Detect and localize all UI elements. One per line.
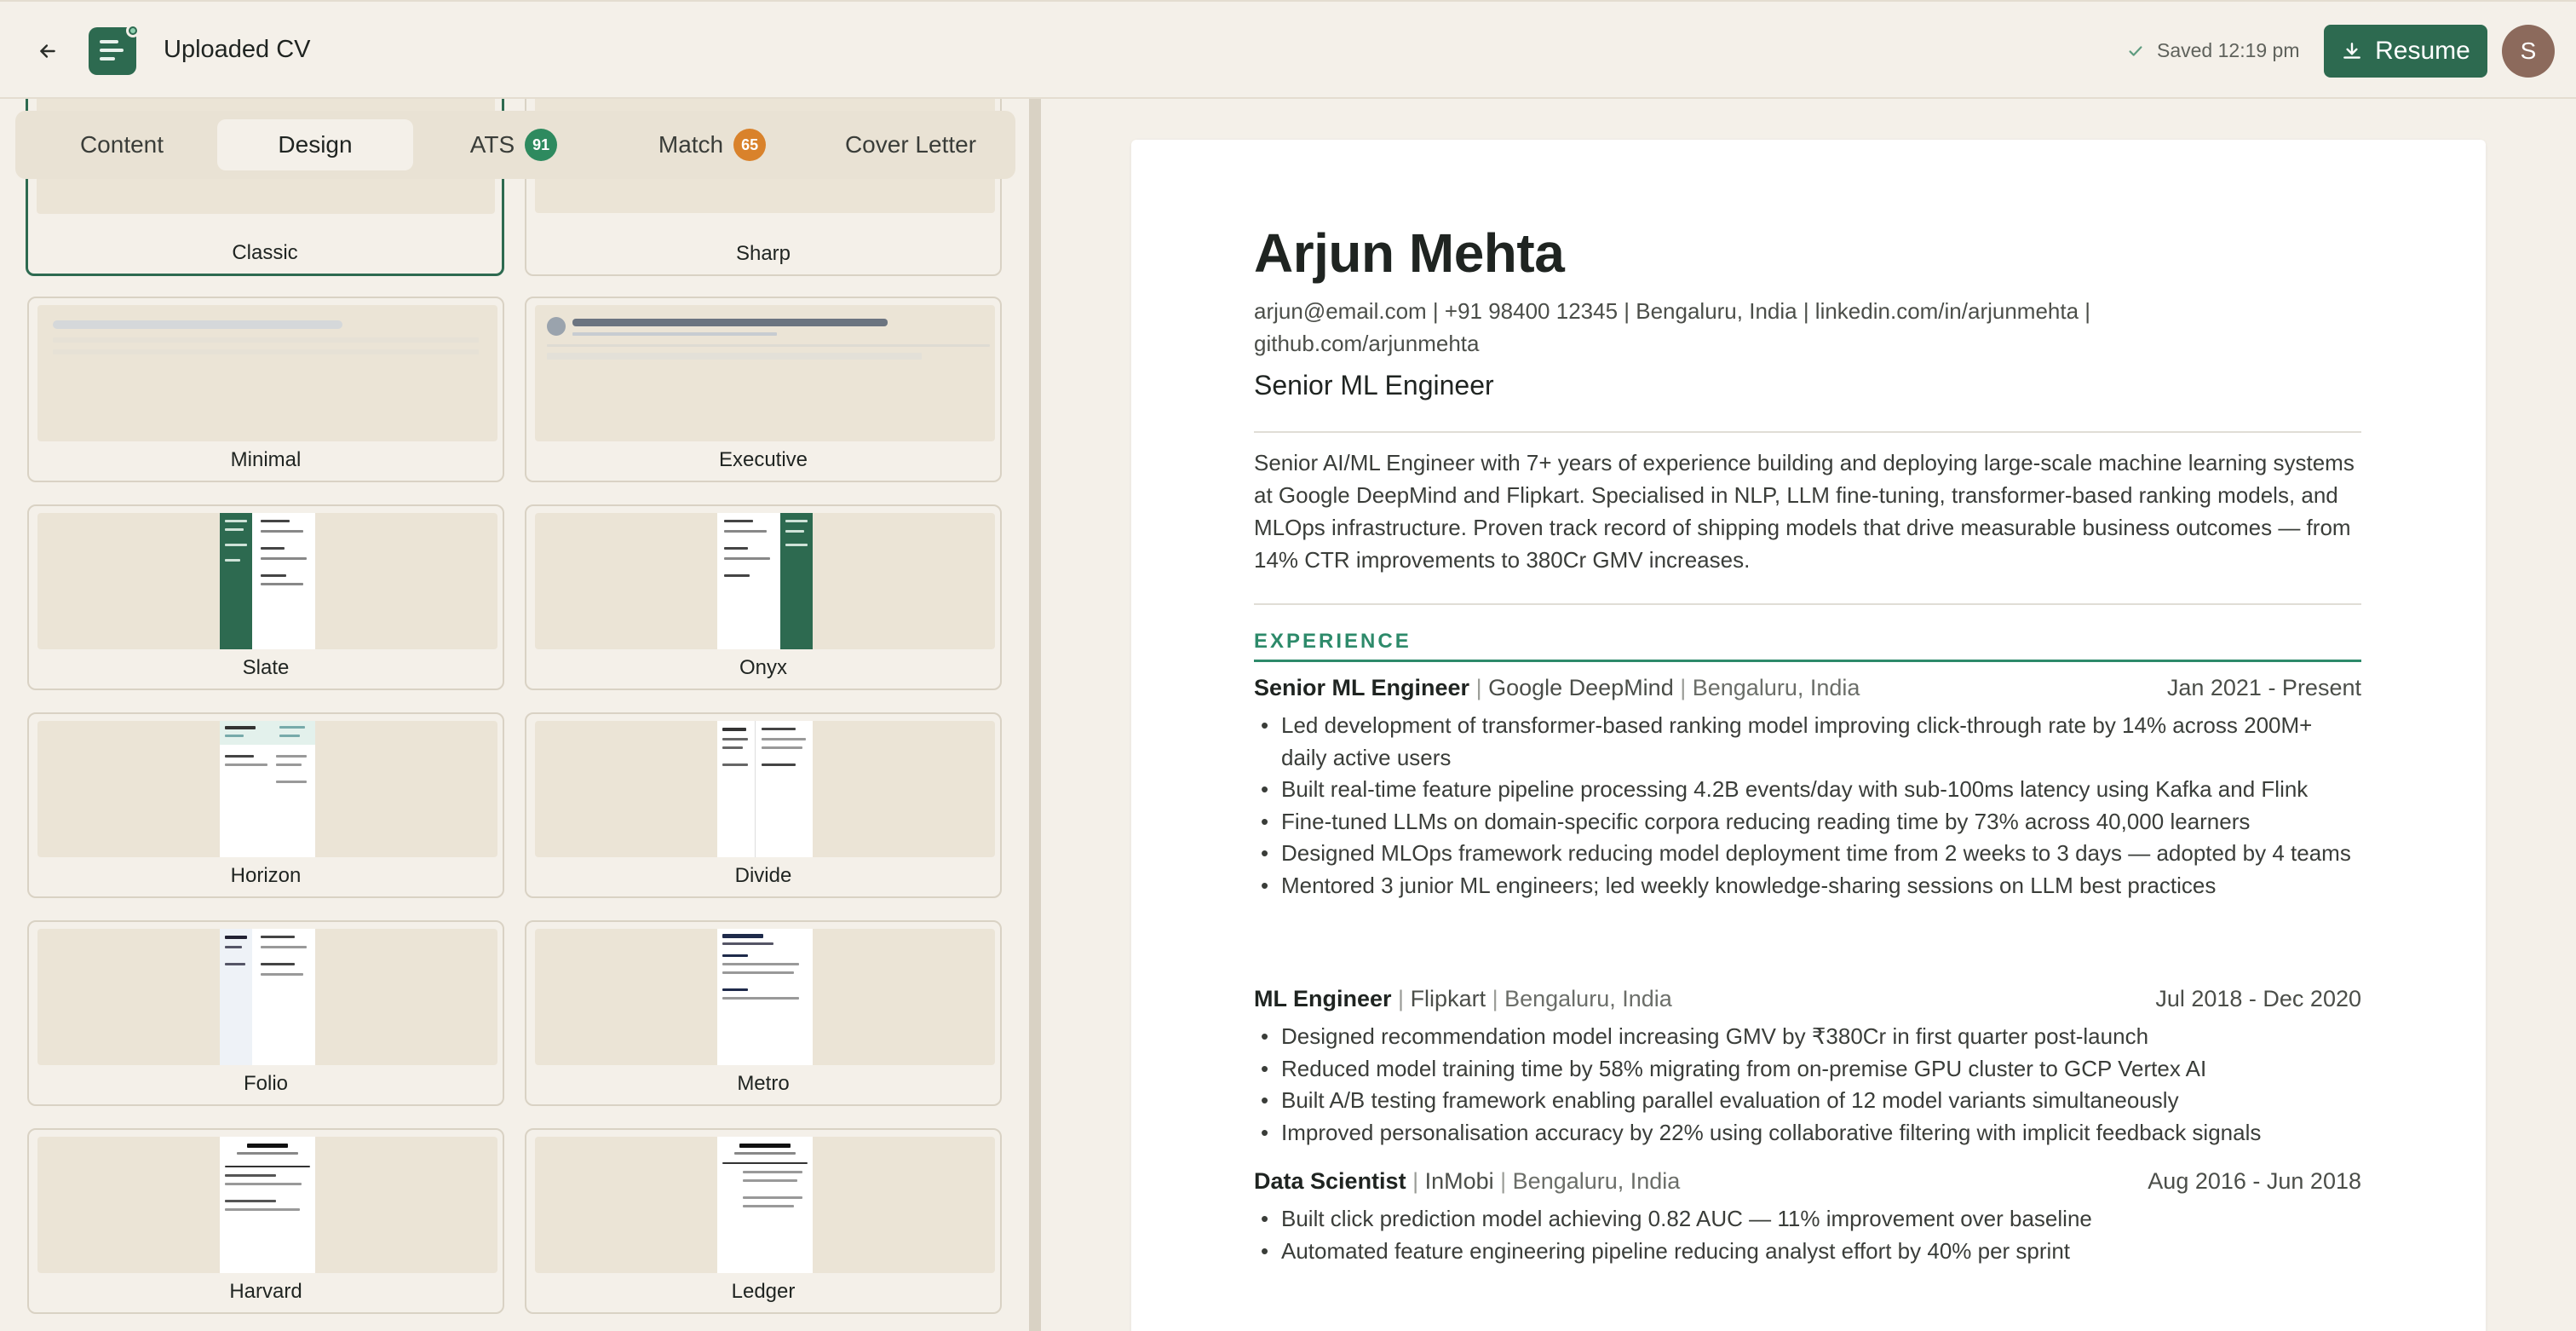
job-bullet: • Mentored 3 junior ML engineers; led weekly knowledge-sharing sessions on LLM best practices bbox=[1254, 870, 2361, 902]
job-company: Flipkart bbox=[1410, 986, 1486, 1011]
template-thumbnail bbox=[37, 1137, 497, 1273]
template-name: Folio bbox=[243, 1072, 289, 1095]
match-score-badge: 65 bbox=[733, 129, 766, 161]
template-card-onyx[interactable] bbox=[525, 504, 1002, 690]
template-thumbnail bbox=[37, 721, 497, 857]
experience-entry bbox=[1254, 671, 2361, 902]
check-icon bbox=[2126, 42, 2145, 60]
job-bullet: • Reduced model training time by 58% migrating from on-premise GPU cluster to GCP Vertex AI bbox=[1254, 1053, 2361, 1086]
template-name: Onyx bbox=[739, 656, 787, 679]
template-card-horizon[interactable] bbox=[27, 712, 504, 898]
template-preview bbox=[717, 513, 813, 649]
template-card-harvard[interactable] bbox=[27, 1128, 504, 1314]
job-bullet: • Designed MLOps framework reducing model deployment time from 2 weeks to 3 days — adopted by 4 teams bbox=[1254, 838, 2361, 870]
template-preview bbox=[717, 1137, 813, 1273]
tab-content[interactable] bbox=[24, 119, 220, 170]
template-name: Harvard bbox=[229, 1280, 302, 1303]
back-button[interactable] bbox=[29, 32, 66, 70]
template-name: Ledger bbox=[731, 1280, 796, 1303]
job-location: Bengaluru, India bbox=[1504, 986, 1672, 1011]
save-status bbox=[2126, 39, 2300, 62]
experience-entry bbox=[1254, 982, 2361, 1149]
job-location: Bengaluru, India bbox=[1692, 675, 1860, 700]
document-title[interactable]: Uploaded CV bbox=[164, 36, 311, 63]
template-thumbnail bbox=[37, 513, 497, 649]
job-title: Data Scientist bbox=[1254, 1168, 1406, 1194]
job-header: Data Scientist | InMobi | Bengaluru, India Aug 2016 - Jun 2018 bbox=[1254, 1164, 2361, 1198]
job-company: InMobi bbox=[1424, 1168, 1494, 1194]
tab-label: ATS bbox=[469, 131, 515, 158]
template-thumbnail bbox=[535, 721, 995, 857]
job-bullet: • Fine-tuned LLMs on domain-specific corpora reducing reading time by 73% across 40,000 learners bbox=[1254, 806, 2361, 838]
template-name: Divide bbox=[734, 864, 792, 887]
job-company: Google DeepMind bbox=[1488, 675, 1674, 700]
editor-tabs bbox=[15, 111, 1015, 179]
job-dates: Jul 2018 - Dec 2020 bbox=[2155, 986, 2361, 1011]
template-preview bbox=[220, 1137, 315, 1273]
experience-entry bbox=[1254, 1164, 2361, 1267]
template-card-folio[interactable] bbox=[27, 920, 504, 1106]
job-dates: Jan 2021 - Present bbox=[2166, 675, 2361, 700]
job-bullet: • Improved personalisation accuracy by 22% using collaborative filtering with implicit feedback signals bbox=[1254, 1117, 2361, 1150]
job-bullet: • Built A/B testing framework enabling parallel evaluation of 12 model variants simultaneously bbox=[1254, 1085, 2361, 1117]
template-thumbnail bbox=[37, 305, 497, 441]
template-thumbnail bbox=[535, 305, 995, 441]
job-bullet: • Automated feature engineering pipeline reducing analyst effort by 40% per sprint bbox=[1254, 1236, 2361, 1268]
resume-contact: arjun@email.com | +91 98400 12345 | Bengaluru, India | linkedin.com/in/arjunmehta | github.com/arjunmehta bbox=[1254, 298, 2091, 356]
saved-text: Saved 12:19 pm bbox=[2157, 39, 2300, 61]
resume-page bbox=[1131, 140, 2486, 1331]
template-card-minimal[interactable] bbox=[27, 297, 504, 482]
job-bullet: • Built click prediction model achieving 0.82 AUC — 11% improvement over baseline bbox=[1254, 1203, 2361, 1236]
resume-summary: Senior AI/ML Engineer with 7+ years of experience building and deploying large-scale machine learning systems at Google DeepMind and Flipkart. Specialised in NLP, LLM fine-tuning, transformer-based ranking models, and MLOps infrastructure. Proven track record of shipping models that drive measurable business outcomes — from 14% CTR improvements to 380Cr GMV increases. bbox=[1254, 450, 2355, 573]
tab-label: Cover Letter bbox=[844, 131, 977, 158]
ats-score-badge: 91 bbox=[525, 129, 557, 161]
resume-button-label: Resume bbox=[2375, 37, 2470, 65]
template-card-ledger[interactable] bbox=[525, 1128, 1002, 1314]
top-bar bbox=[0, 0, 2576, 99]
job-bullet: • Built real-time feature pipeline processing 4.2B events/day with sub-100ms latency using Kafka and Flink bbox=[1254, 774, 2361, 806]
template-card-slate[interactable] bbox=[27, 504, 504, 690]
job-title: ML Engineer bbox=[1254, 986, 1392, 1011]
template-name: Slate bbox=[242, 656, 290, 679]
divider bbox=[1254, 603, 2361, 605]
template-thumbnail bbox=[535, 929, 995, 1065]
divider bbox=[1254, 431, 2361, 433]
template-thumbnail bbox=[535, 1137, 995, 1273]
panel-resize-handle[interactable] bbox=[1029, 99, 1041, 1331]
template-thumbnail bbox=[37, 929, 497, 1065]
template-card-metro[interactable] bbox=[525, 920, 1002, 1106]
resume-name: Arjun Mehta bbox=[1254, 222, 1565, 284]
arrow-left-icon bbox=[37, 40, 59, 62]
template-name: Minimal bbox=[230, 448, 302, 471]
template-preview bbox=[220, 721, 315, 857]
job-bullet: • Designed recommendation model increasing GMV by ₹380Cr in first quarter post-launch bbox=[1254, 1021, 2361, 1053]
section-underline bbox=[1254, 660, 2361, 662]
avatar[interactable]: S bbox=[2502, 25, 2555, 78]
job-bullet: • Led development of transformer-based ranking model improving click-through rate by 14% across 200M+ daily active users bbox=[1254, 710, 2361, 774]
download-resume-button[interactable] bbox=[2324, 25, 2487, 78]
template-preview bbox=[220, 929, 315, 1065]
template-name: Horizon bbox=[230, 864, 302, 887]
download-icon bbox=[2341, 40, 2363, 62]
tab-cover-letter[interactable] bbox=[813, 119, 1009, 170]
template-preview bbox=[717, 721, 813, 857]
template-preview bbox=[717, 929, 813, 1065]
template-name: Classic bbox=[232, 241, 298, 264]
template-card-divide[interactable] bbox=[525, 712, 1002, 898]
template-preview bbox=[220, 513, 315, 649]
tab-label: Content bbox=[79, 131, 164, 158]
tab-ats[interactable] bbox=[416, 119, 612, 170]
job-location: Bengaluru, India bbox=[1512, 1168, 1681, 1194]
resume-preview-area bbox=[1041, 99, 2576, 1331]
job-dates: Aug 2016 - Jun 2018 bbox=[2148, 1168, 2361, 1194]
tab-label: Design bbox=[278, 131, 353, 158]
template-name: Metro bbox=[737, 1072, 790, 1095]
design-panel bbox=[0, 99, 1029, 1331]
template-thumbnail bbox=[535, 513, 995, 649]
app-logo bbox=[89, 27, 136, 75]
tab-label: Match bbox=[658, 131, 724, 158]
job-header: Senior ML Engineer | Google DeepMind | Bengaluru, India Jan 2021 - Present bbox=[1254, 671, 2361, 705]
tab-design[interactable] bbox=[217, 119, 413, 170]
section-heading-experience: EXPERIENCE bbox=[1254, 630, 1412, 653]
template-name: Executive bbox=[718, 448, 808, 471]
job-header: ML Engineer | Flipkart | Bengaluru, India Jul 2018 - Dec 2020 bbox=[1254, 982, 2361, 1016]
template-name: Sharp bbox=[735, 242, 791, 265]
resume-role: Senior ML Engineer bbox=[1254, 370, 1494, 400]
job-title: Senior ML Engineer bbox=[1254, 675, 1470, 700]
tab-match[interactable] bbox=[614, 119, 810, 170]
template-card-executive[interactable] bbox=[525, 297, 1002, 482]
